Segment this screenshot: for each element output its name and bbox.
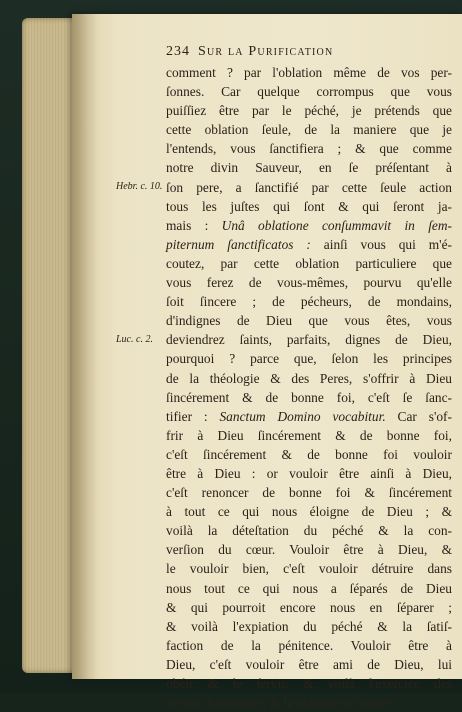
text-segment: ſincérement & de bonne foi, c'eſt ſe ſanc-	[166, 389, 452, 405]
text-segment: & qui pourroit encore nous en ſéparer ;	[166, 599, 452, 615]
text-line	[166, 445, 452, 464]
text-segment: le vouloir bien, c'eſt vouloir détruire dans	[166, 561, 452, 577]
text-segment: l'entends, vous ſanctifiera ; & que comme	[166, 141, 452, 157]
gutter-shadow	[72, 14, 98, 679]
text-line	[166, 235, 452, 254]
text-line	[166, 598, 452, 617]
text-line	[166, 120, 452, 139]
text-segment: ſon pere, a ſanctifié par cette ſeule action	[166, 179, 452, 195]
text-line	[166, 369, 452, 388]
text-line	[166, 82, 452, 101]
text-line	[166, 63, 452, 82]
text-line	[166, 101, 452, 120]
text-segment: faction de la pénitence. Vouloir être à	[166, 637, 452, 653]
text-segment: Car s'of-	[385, 408, 452, 424]
text-line	[166, 158, 452, 177]
page-number: 234	[166, 44, 190, 59]
text-segment: ainſi vous qui m'é-	[310, 236, 452, 252]
text-segment: vous ferez de vous-mêmes, pourvu qu'elle	[166, 275, 452, 291]
text-segment: coutez, par cette oblation particuliere que	[166, 255, 452, 271]
text-line	[166, 521, 452, 540]
text-segment: mais :	[166, 217, 222, 233]
text-line	[166, 273, 452, 292]
text-segment: c'eſt ſincérement & de bonne foi vouloir	[166, 446, 452, 462]
text-segment: obéir & le ſervir, & voilà l'exercice des	[166, 676, 452, 691]
text-segment: être à Dieu : or vouloir être ainſi à Dieu,	[166, 465, 452, 481]
text-segment: à tout ce qui nous éloigne de Dieu ; &	[166, 504, 452, 520]
text-segment: frir à Dieu ſincérement & de bonne foi,	[166, 427, 452, 443]
text-segment: comment ? par l'oblation même de vos per-	[166, 65, 452, 80]
text-segment: deviendrez ſaints, parfaits, dignes de Dieu,	[166, 332, 452, 348]
margin-note-hebr: Hebr. c. 10.	[116, 181, 163, 192]
text-segment: tifier :	[166, 408, 220, 424]
text-segment: pourquoi ? parce que, ſelon les principes	[166, 351, 452, 367]
text-segment: ſonnes. Car quelque corrompus que vous	[166, 84, 452, 100]
text-segment: voilà la déteſtation du péché & la con-	[166, 523, 452, 539]
text-line	[166, 693, 452, 712]
text-line	[166, 311, 452, 330]
latin-quotation: Sanctum Domino vocabitur.	[219, 408, 386, 424]
text-line	[166, 292, 452, 311]
running-head	[166, 42, 452, 63]
text-line	[166, 197, 452, 216]
text-segment: Dieu, c'eſt vouloir être ami de Dieu, lui	[166, 656, 452, 672]
text-segment: cette oblation ſeule, de la maniere que je	[166, 122, 452, 138]
text-line	[166, 655, 452, 674]
text-segment: & voilà l'expiation du péché & la ſatiſ-	[166, 618, 452, 634]
text-segment: d'indignes de Dieu que vous êtes, vous	[166, 313, 452, 329]
text-line	[166, 349, 452, 368]
body-text	[166, 63, 452, 712]
margin-note-luc: Luc. c. 2.	[116, 334, 153, 345]
text-line	[166, 579, 452, 598]
text-segment: puiſſiez être par le péché, je prétends que	[166, 103, 452, 119]
text-segment: tous les juſtes qui ſont & qui ſeront ja-	[166, 198, 452, 214]
text-line	[166, 483, 452, 502]
text-line	[166, 464, 452, 483]
running-title: Sur la Purification	[198, 44, 334, 59]
text-line	[166, 388, 452, 407]
text-segment: nous tout ce qui nous a ſéparés de Dieu	[166, 580, 452, 596]
text-line	[166, 636, 452, 655]
text-line	[166, 254, 452, 273]
text-line	[166, 617, 452, 636]
text-line	[166, 540, 452, 559]
text-line	[166, 426, 452, 445]
text-line	[166, 139, 452, 158]
text-line	[166, 559, 452, 578]
latin-quotation: piternum ſanctificatos :	[166, 236, 311, 252]
text-segment: notre divin Sauveur, en ſe préſentant à	[166, 160, 452, 176]
text-segment: de la théologie & des Peres, s'offrir à Dieu	[166, 370, 452, 386]
text-line	[166, 178, 452, 197]
text-line	[166, 407, 452, 426]
text-segment: verſion du cœur. Vouloir être à Dieu, &	[166, 542, 452, 558]
text-segment: ſoit ſincere ; de pécheurs, de mondains,	[166, 294, 452, 310]
text-segment: vertus chrétiennes, & la pratique de toutes	[166, 695, 392, 711]
text-block	[166, 42, 452, 712]
text-segment: c'eſt renoncer de bonne foi & ſincérement	[166, 485, 452, 501]
latin-quotation: Unâ oblatione conſummavit in ſem-	[221, 217, 452, 233]
text-line	[166, 502, 452, 521]
text-line	[166, 674, 452, 693]
text-line	[166, 330, 452, 349]
text-line	[166, 216, 452, 235]
